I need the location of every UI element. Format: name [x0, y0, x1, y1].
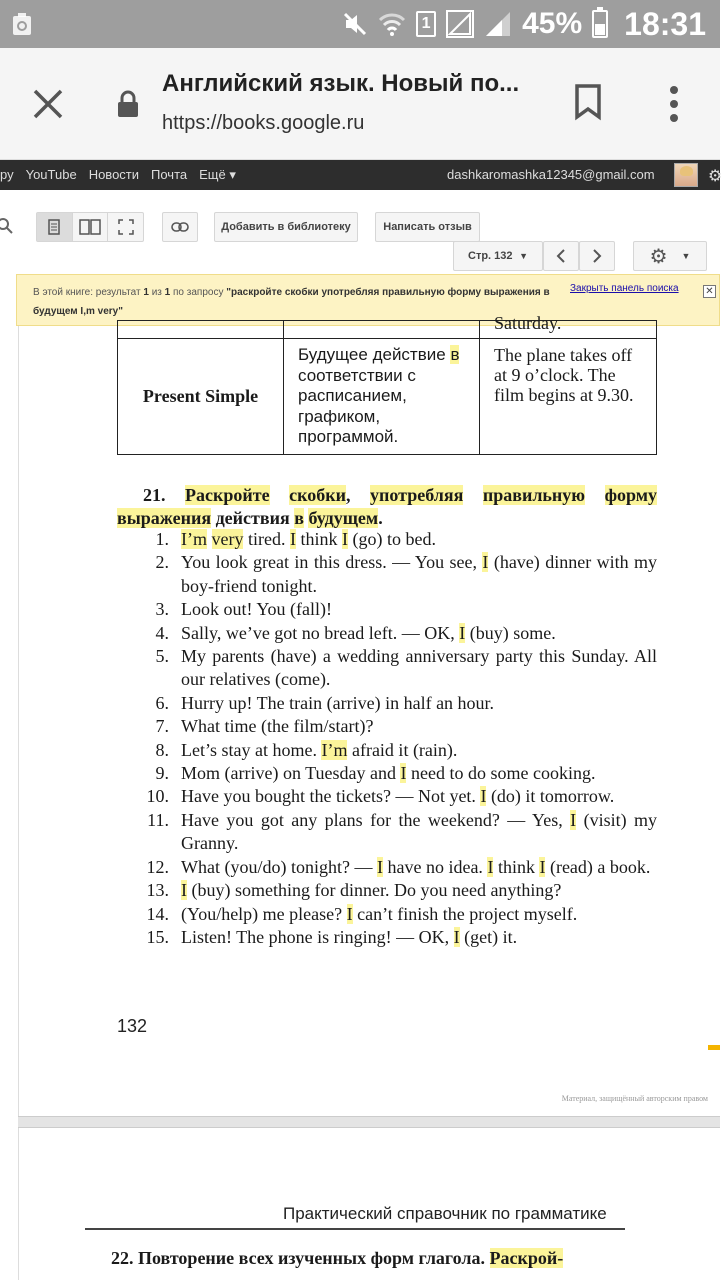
search-hit-marker — [708, 1045, 720, 1050]
heading-highlight: форму — [604, 485, 658, 505]
exercise-instruction — [117, 485, 657, 528]
signal-icon — [446, 10, 474, 38]
settings-gear-icon[interactable]: ⚙ — [708, 168, 722, 185]
item-text: think — [295, 529, 342, 549]
chevron-down-icon: ▼ — [681, 251, 691, 261]
table-cell — [118, 321, 284, 339]
heading-highlight: Раскройте — [185, 485, 270, 505]
item-highlight: I — [181, 880, 187, 901]
close-icon[interactable] — [30, 86, 66, 122]
item-number: 4. — [155, 622, 169, 643]
item-number: 2. — [155, 552, 169, 573]
item-text: afraid it (rain). — [347, 739, 458, 760]
link-mail[interactable]: Почта — [151, 167, 188, 182]
query-label: по запросу — [173, 287, 224, 298]
item-number: 3. — [155, 599, 169, 620]
table-row — [118, 339, 657, 455]
battery-percent: 45% — [522, 7, 583, 40]
battery-icon — [592, 10, 608, 38]
list-item — [125, 715, 657, 738]
item-text: Sally, we’ve got no bread left. — OK, — [181, 622, 460, 643]
google-links — [0, 167, 236, 183]
item-highlight: I — [480, 786, 487, 807]
heading-highlight: будущем — [308, 508, 379, 528]
item-text: (have) dinner with my boy-friend tonight. — [181, 552, 658, 596]
url-display[interactable]: https://books.google.ru — [162, 112, 365, 134]
item-text: What time (the film/start)? — [181, 716, 374, 737]
list-item — [125, 598, 657, 621]
heading-text: . — [378, 508, 383, 528]
two-page-view-button[interactable] — [73, 213, 109, 241]
header-rule — [85, 1228, 625, 1230]
item-highlight: I — [570, 809, 577, 830]
next-exercise-highlight: Раскрой- — [489, 1248, 564, 1268]
item-number: 13. — [146, 880, 169, 901]
next-book-page — [18, 1128, 720, 1280]
table-cell — [480, 313, 657, 339]
page-separator — [18, 1116, 720, 1128]
link-icon — [171, 222, 189, 232]
item-text: have no idea. — [382, 856, 488, 877]
link-youtube[interactable]: YouTube — [25, 167, 77, 182]
list-item — [125, 551, 657, 598]
search-result-text — [33, 283, 553, 321]
item-text: Have you bought the tickets? — Not yet. — [181, 786, 481, 807]
item-highlight: I’m — [181, 529, 207, 549]
item-number: 11. — [147, 809, 169, 830]
list-item — [125, 785, 657, 808]
item-number: 15. — [146, 926, 169, 947]
item-number: 10. — [146, 786, 169, 807]
clock: 18:31 — [624, 5, 706, 42]
item-highlight: I — [459, 622, 466, 643]
next-exercise-start — [111, 1246, 625, 1270]
list-item — [125, 528, 657, 551]
table-row — [118, 321, 657, 339]
list-item — [125, 739, 657, 762]
sim-slot-icon: 1 — [416, 11, 436, 37]
settings-button[interactable] — [633, 241, 707, 271]
list-item — [125, 645, 657, 692]
more-options-icon[interactable] — [664, 84, 684, 124]
list-item — [125, 879, 657, 902]
usage-cell — [284, 339, 480, 455]
next-exercise-text: 22. Повторение всех изученных форм глагола. — [111, 1248, 490, 1268]
status-bar — [0, 0, 720, 48]
books-toolbar — [0, 190, 720, 274]
result-prefix: В этой книге: результат — [33, 287, 141, 298]
book-page — [18, 313, 708, 1116]
signal-icon — [484, 10, 512, 38]
item-highlight: I — [400, 763, 407, 784]
account-email[interactable]: dashkaromashka12345@gmail.com — [447, 167, 655, 182]
item-text: tired. — [243, 529, 290, 549]
heading-text — [463, 485, 483, 505]
heading-text: действия — [211, 508, 295, 528]
item-text: need to do some cooking. — [406, 763, 596, 784]
list-item — [125, 809, 657, 856]
next-page-button[interactable] — [579, 241, 615, 271]
wifi-icon — [378, 11, 406, 37]
item-text: Listen! The phone is ringing! — OK, — [181, 926, 454, 947]
heading-text: , — [345, 485, 370, 505]
tense-cell — [118, 339, 284, 455]
item-text: Mom (arrive) on Tuesday and — [181, 763, 401, 784]
item-highlight: I — [289, 529, 296, 549]
gear-icon: ⚙ — [649, 245, 668, 268]
table-cell — [284, 321, 480, 339]
item-highlight: I — [453, 926, 460, 947]
page-select-label: Стр. 132 — [468, 250, 513, 262]
single-page-view-button[interactable] — [37, 213, 73, 241]
chevron-right-icon — [591, 249, 603, 263]
fullscreen-icon — [118, 219, 134, 235]
search-icon[interactable] — [0, 218, 14, 234]
battery-level — [595, 24, 605, 35]
bookmark-icon[interactable] — [574, 84, 602, 120]
add-to-library-button[interactable]: Добавить в библиотеку — [214, 212, 358, 242]
item-number: 14. — [146, 903, 169, 924]
search-result-panel — [16, 274, 720, 326]
heading-highlight: выражения — [117, 508, 212, 528]
close-icon[interactable]: ✕ — [703, 285, 716, 298]
view-mode-group — [36, 212, 144, 242]
google-bar — [0, 160, 720, 190]
item-number: 7. — [155, 716, 169, 737]
item-highlight: I’m — [321, 739, 348, 760]
exercise-list — [125, 528, 657, 949]
example-cell — [480, 339, 657, 455]
item-text: (buy) some. — [465, 622, 556, 643]
fullscreen-button[interactable] — [108, 213, 143, 241]
list-item — [125, 926, 657, 949]
list-item — [125, 762, 657, 785]
item-text: think — [493, 856, 540, 877]
list-item — [125, 856, 657, 879]
lock-icon[interactable] — [116, 90, 140, 118]
item-text: (go) to bed. — [348, 529, 436, 549]
item-text: Let’s stay at home. — [181, 739, 322, 760]
item-number: 12. — [146, 856, 169, 877]
item-text: Hurry up! The train (arrive) in half an hour. — [181, 692, 495, 713]
page-select[interactable] — [453, 241, 543, 271]
item-text: What (you/do) tonight? — — [181, 856, 377, 877]
item-text: (visit) my Granny. — [181, 809, 657, 854]
item-text: (get) it. — [459, 926, 518, 947]
list-item — [125, 903, 657, 926]
exercise-number: 21. — [143, 485, 166, 505]
prev-cell-text: Saturday. — [494, 313, 562, 333]
list-item — [125, 692, 657, 715]
usage-text: Будущее действие — [298, 345, 446, 364]
heading-highlight: употребляя — [370, 485, 464, 505]
recycle-notification-icon — [12, 12, 32, 36]
link-translate[interactable]: ру — [0, 167, 14, 182]
example-text: The plane takes off at 9 o’clock. The film begins at 9.30. — [494, 345, 634, 405]
link-more[interactable]: Ещё ▾ — [199, 167, 236, 182]
item-text: (buy) something for dinner. Do you need anything? — [187, 880, 562, 901]
item-highlight: I — [539, 856, 546, 877]
heading-highlight: в — [294, 508, 304, 528]
item-text: Have you got any plans for the weekend? — Yes, — [181, 809, 571, 830]
page-icon — [47, 219, 61, 235]
result-of: из — [151, 287, 162, 298]
chevron-down-icon: ▼ — [519, 251, 528, 261]
mute-icon — [342, 11, 368, 37]
heading-text — [585, 485, 605, 505]
result-total: 1 — [164, 287, 171, 298]
chevron-left-icon — [555, 249, 567, 263]
exercise-heading — [117, 484, 657, 530]
item-text: Look out! You (fall)! — [181, 599, 332, 620]
usage-highlight: в — [450, 345, 460, 364]
item-number: 9. — [155, 763, 169, 784]
item-text — [207, 529, 212, 549]
item-number: 5. — [155, 646, 169, 667]
item-highlight: I — [376, 856, 383, 877]
browser-header — [0, 48, 720, 160]
item-highlight: I — [346, 903, 353, 924]
page-title: Английский язык. Новый по... — [162, 70, 520, 97]
item-highlight: I — [482, 552, 489, 573]
page-number: 132 — [117, 1016, 148, 1036]
item-highlight: I — [342, 529, 348, 549]
heading-text — [270, 485, 290, 505]
copyright-notice: Материал, защищённый авторским правом — [561, 1094, 708, 1103]
link-news[interactable]: Новости — [88, 167, 140, 182]
usage-text-rest: соответствии с расписанием, графиком, программой. — [298, 365, 416, 446]
prev-page-button[interactable] — [543, 241, 579, 271]
heading-highlight: правильную — [482, 485, 586, 505]
item-number: 1. — [155, 529, 169, 549]
item-text: My parents (have) a wedding anniversary party this Sunday. All our relatives (come). — [181, 646, 657, 690]
tense-name: Present Simple — [142, 386, 259, 407]
item-text: You look great in this dress. — You see, — [181, 552, 483, 573]
item-number: 8. — [155, 739, 169, 760]
item-number: 6. — [155, 692, 169, 713]
grammar-table — [117, 313, 657, 455]
close-search-panel-link[interactable]: Закрыть панель поиска — [570, 283, 679, 294]
item-text: can’t finish the project myself. — [352, 903, 578, 924]
running-header: Практический справочник по грамматике — [283, 1204, 607, 1223]
search-query: "раскройте скобки употребляя правильную форму выражения в будущем I,m very" — [33, 287, 550, 317]
link-button[interactable] — [162, 212, 198, 242]
heading-highlight: скобки — [289, 485, 346, 505]
two-page-icon — [79, 219, 101, 235]
item-text: (You/help) me please? — [181, 903, 347, 924]
write-review-button[interactable]: Написать отзыв — [375, 212, 480, 242]
item-highlight: very — [211, 529, 244, 549]
result-index: 1 — [143, 287, 149, 298]
avatar[interactable] — [674, 163, 698, 187]
item-highlight: I — [487, 856, 494, 877]
item-text: (read) a book. — [545, 856, 651, 877]
item-text: (do) it tomorrow. — [486, 786, 615, 807]
list-item — [125, 622, 657, 645]
